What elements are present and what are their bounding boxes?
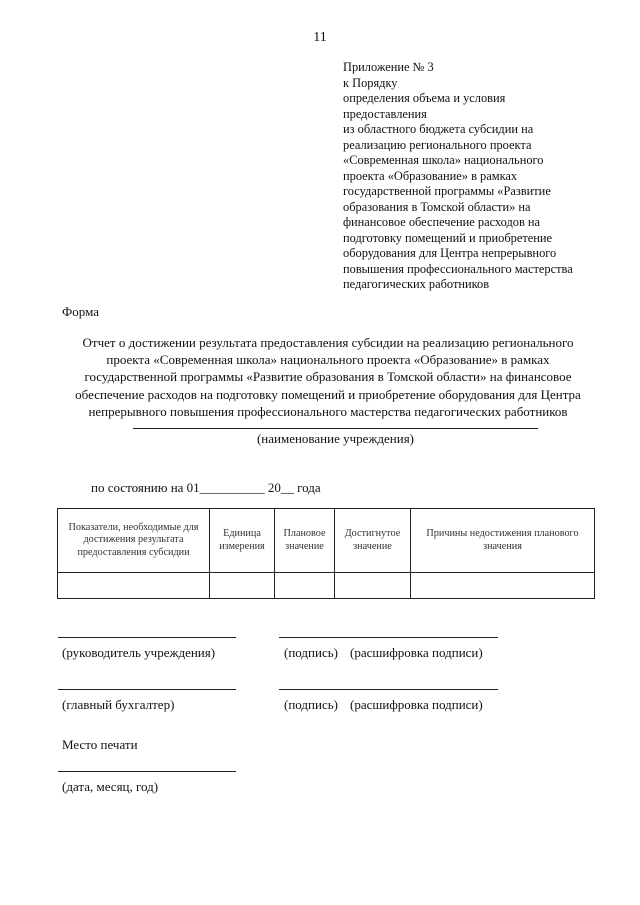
column-header-achieved: Достигнутое значение <box>335 509 411 573</box>
table-row <box>58 573 595 599</box>
stamp-place-label: Место печати <box>62 737 138 752</box>
date-caption: (дата, месяц, год) <box>62 779 159 794</box>
head-name-line[interactable] <box>58 637 236 638</box>
table-cell[interactable] <box>210 573 275 599</box>
institution-caption: (наименование учреждения) <box>256 431 415 446</box>
table-cell[interactable] <box>411 573 595 599</box>
institution-name-line[interactable] <box>133 428 538 429</box>
accountant-signature-line[interactable] <box>279 689 498 690</box>
date-line[interactable] <box>58 771 236 772</box>
accountant-name-line[interactable] <box>58 689 236 690</box>
accountant-role-caption: (главный бухгалтер) <box>62 697 175 712</box>
table-header-row <box>58 509 595 573</box>
head-signature-caption: (подпись) <box>284 645 338 660</box>
report-title-line: проекта «Современная школа» национального проекта «Образование» в рамках <box>106 352 550 368</box>
report-title <box>60 334 596 420</box>
head-role-caption: (руководитель учреждения) <box>62 645 216 660</box>
report-title-line: государственной программы «Развитие образования в Томской области» на финансовое <box>84 369 572 385</box>
accountant-signature-caption: (подпись) <box>284 697 338 712</box>
appendix-line: государственной программы «Развитие <box>343 184 551 198</box>
appendix-line: Приложение № 3 <box>343 60 434 74</box>
status-date: по состоянию на 01__________ 20__ года <box>91 480 321 495</box>
head-signature-line[interactable] <box>279 637 498 638</box>
appendix-line: определения объема и условия <box>343 91 506 105</box>
head-decoding-caption: (расшифровка подписи) <box>350 645 483 660</box>
appendix-line: предоставления <box>343 106 427 121</box>
appendix-line: оборудования для Центра непрерывного <box>343 246 557 260</box>
column-header-unit: Единица измерения <box>210 509 275 573</box>
report-table <box>57 508 595 599</box>
report-title-line: обеспечение расходов на подготовку помещений и приобретение оборудования для Центра <box>75 386 581 402</box>
appendix-line: образования в Томской области» на <box>343 199 531 214</box>
column-header-indicators: Показатели, необходимые для достижения результата предоставления субсидии <box>58 509 210 573</box>
table-cell[interactable] <box>275 573 335 599</box>
appendix-line: педагогических работников <box>343 277 490 291</box>
appendix-line: проекта «Образование» в рамках <box>343 168 518 183</box>
report-title-line: Отчет о достижении результата предоставления субсидии на реализацию регионального <box>82 335 574 350</box>
column-header-reasons: Причины недостижения планового значения <box>411 509 595 573</box>
appendix-line: повышения профессионального мастерства <box>343 261 573 276</box>
appendix-line: из областного бюджета субсидии на <box>343 122 534 136</box>
appendix-line: реализацию регионального проекта <box>343 137 532 152</box>
appendix-line: подготовку помещений и приобретение <box>343 230 553 245</box>
accountant-decoding-caption: (расшифровка подписи) <box>350 697 483 712</box>
appendix-header <box>343 60 633 293</box>
page-number: 11 <box>313 30 327 45</box>
form-label: Форма <box>62 304 99 319</box>
table-cell[interactable] <box>335 573 411 599</box>
appendix-line: к Порядку <box>343 75 398 90</box>
appendix-line: финансовое обеспечение расходов на <box>343 215 541 229</box>
report-title-line: непрерывного повышения профессионального мастерства педагогических работников <box>88 403 568 419</box>
table-cell[interactable] <box>58 573 210 599</box>
appendix-line: «Современная школа» национального <box>343 153 544 167</box>
column-header-planned: Плановое значение <box>275 509 335 573</box>
